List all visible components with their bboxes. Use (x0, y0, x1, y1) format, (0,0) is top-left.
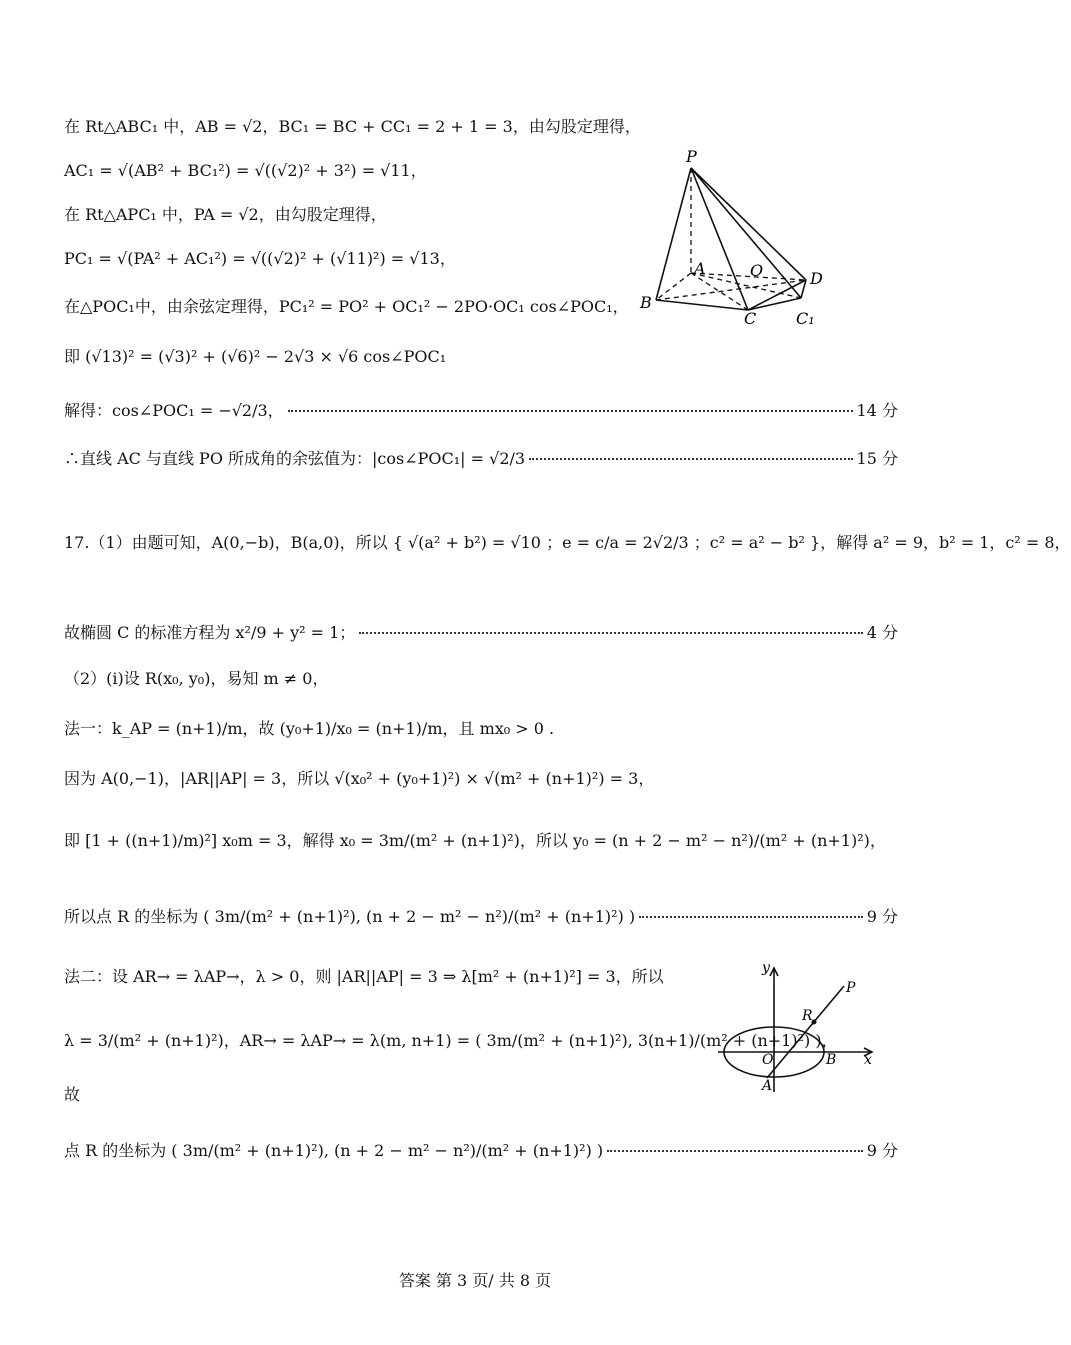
text-line-10: 故椭圆 C 的标准方程为 x²/9 + y² = 1； (64, 623, 356, 642)
label-B: B (640, 293, 652, 312)
text-line-1: 在 Rt△ABC₁ 中，AB = √2，BC₁ = BC + CC₁ = 2 + 1 = 3，由勾股定理得， (64, 117, 641, 136)
score-9b: 9 分 (866, 1141, 898, 1160)
score-line-4 (64, 620, 898, 643)
leader-dots (359, 632, 862, 634)
text-line-5: 在△POC₁中，由余弦定理得，PC₁² = PO² + OC₁² − 2PO·OC₁ cos∠POC₁， (64, 297, 629, 316)
label-C1: C₁ (796, 309, 815, 328)
label-y: y (762, 960, 770, 976)
text-line-15: 所以点 R 的坐标为 ( 3m/(m² + (n+1)²), (n + 2 − m² − n²)/(m² + (n+1)²) ) (64, 907, 636, 926)
text-line-16: 法二：设 AR→ = λAP→，λ > 0，则 |AR||AP| = 3 ⇒ λ[m² + (n+1)²] = 3，所以 (64, 967, 664, 986)
leader-dots (607, 1150, 863, 1152)
score-line-14 (64, 398, 898, 421)
leader-dots (639, 916, 863, 918)
text-line-18: 故 (64, 1085, 81, 1104)
text-line-8: ∴直线 AC 与直线 PO 所成角的余弦值为：|cos∠POC₁| = √2/3 (64, 449, 526, 468)
score-9a: 9 分 (866, 907, 898, 926)
text-line-4: PC₁ = √(PA² + AC₁²) = √((√2)² + (√11)²) = √13， (64, 249, 456, 268)
text-line-2: AC₁ = √(AB² + BC₁²) = √((√2)² + 3²) = √11， (64, 161, 427, 180)
label-B2: B (826, 1052, 837, 1068)
text-line-14: 即 [1 + ((n+1)/m)²] x₀m = 3，解得 x₀ = 3m/(m² + (n+1)²)，所以 y₀ = (n + 2 − m² − n²)/(m² + (n+1)²)， (64, 831, 886, 850)
score-line-9a (64, 904, 898, 927)
text-line-11: （2）(i)设 R(x₀, y₀)，易知 m ≠ 0， (64, 669, 329, 688)
text-line-17: λ = 3/(m² + (n+1)²)，AR→ = λAP→ = λ(m, n+1) = ( 3m/(m² + (n+1)²), 3(n+1)/(m² + (n+1)²) )， (64, 1031, 838, 1050)
pyramid-figure (636, 148, 836, 328)
text-line-6: 即 (√13)² = (√3)² + (√6)² − 2√3 × √6 cos∠POC₁ (64, 347, 447, 366)
text-line-3: 在 Rt△APC₁ 中，PA = √2，由勾股定理得， (64, 205, 387, 224)
label-R: R (802, 1008, 813, 1024)
page-footer: 答案 第 3 页/ 共 8 页 (398, 1271, 552, 1290)
label-P2: P (846, 980, 856, 996)
label-O: O (750, 261, 764, 280)
label-P: P (686, 147, 697, 166)
label-D: D (810, 269, 823, 288)
text-line-9: 17.（1）由题可知，A(0,−b)，B(a,0)，所以 { √(a² + b²) = √10 ；e = c/a = 2√2/3 ；c² = a² − b² }，解得 a² = 9，b² = 1，c² = 8， (64, 533, 1071, 552)
text-line-19: 点 R 的坐标为 ( 3m/(m² + (n+1)²), (n + 2 − m² − n²)/(m² + (n+1)²) ) (64, 1141, 604, 1160)
score-15: 15 分 (856, 449, 898, 468)
score-line-15 (64, 446, 898, 469)
label-A: A (694, 259, 706, 278)
ellipse-figure (712, 958, 882, 1096)
label-A2: A (762, 1078, 773, 1094)
leader-dots (288, 410, 853, 412)
score-4: 4 分 (866, 623, 898, 642)
label-x: x (864, 1052, 872, 1068)
text-line-7: 解得：cos∠POC₁ = −√2/3， (64, 401, 284, 420)
score-14: 14 分 (856, 401, 898, 420)
label-C: C (744, 309, 757, 328)
leader-dots (529, 458, 852, 460)
text-line-13: 因为 A(0,−1)，|AR||AP| = 3，所以 √(x₀² + (y₀+1)²) × √(m² + (n+1)²) = 3， (64, 769, 655, 788)
text-line-12: 法一：k_AP = (n+1)/m，故 (y₀+1)/x₀ = (n+1)/m，且 mx₀ > 0 . (64, 719, 555, 738)
label-O2: O (762, 1052, 774, 1068)
score-line-9b (64, 1138, 898, 1161)
